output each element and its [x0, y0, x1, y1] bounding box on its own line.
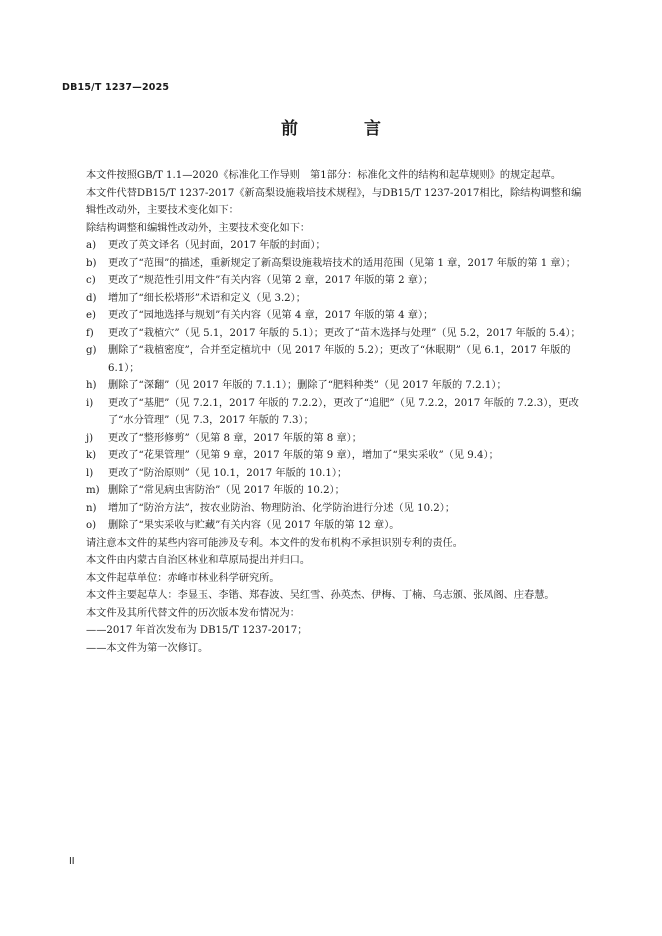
list-marker: m) — [86, 485, 100, 496]
list-text: 更改了“基肥”（见 7.2.1，2017 年版的 7.2.2），更改了“追肥”（见 7.2.2，2017 年版的 7.2.3），更改了“水分管理”（见 7.3，2017 年版的 7.3）； — [108, 397, 579, 426]
list-item — [86, 255, 586, 273]
list-marker: f) — [86, 327, 94, 339]
list-text: 更改了“防治原则”（见 10.1，2017 年版的 10.1）； — [108, 467, 348, 479]
page-number: II — [69, 856, 75, 867]
version-history-item: ——2017 年首次发布为 DB15/T 1237-2017； — [86, 625, 308, 636]
list-marker: b) — [86, 257, 97, 269]
list-item — [86, 447, 586, 465]
list-item — [86, 395, 586, 430]
list-text: 删除了“深翻”（见 2017 年版的 7.1.1）；删除了“肥料种类”（见 2017 年版的 7.2.1）； — [108, 380, 507, 391]
patent-notice: 请注意本文件的某些内容可能涉及专利。本文件的发布机构不承担识别专利的责任。 — [86, 537, 463, 549]
list-item — [86, 237, 586, 255]
list-text: 增加了“防治方法”，按农业防治、物理防治、化学防治进行分述（见 10.2）； — [108, 502, 456, 514]
list-marker: h) — [86, 380, 97, 391]
list-text: 更改了“范围”的描述，重新规定了新高梨设施栽培技术的适用范围（见第 1 章，2017 年版的第 1 章）； — [108, 257, 576, 269]
document-code: DB15/T 1237—2025 — [62, 82, 170, 93]
main-drafters: 本文件主要起草人：李显玉、李锴、郑春波、吴红雪、孙英杰、伊梅、丁楠、乌志颁、张凤阁、庄春慧。 — [86, 590, 555, 601]
list-text: 更改了“整形修剪”（见第 8 章，2017 年版的第 8 章）； — [108, 432, 362, 444]
list-marker: g) — [86, 345, 97, 356]
list-marker: d) — [86, 292, 97, 304]
foreword-body — [86, 167, 586, 657]
list-text: 更改了“花果管理”（见第 9 章，2017 年版的第 9 章），增加了“果实采收”（见 9.4）； — [108, 450, 499, 461]
intro-paragraph-2: 本文件代替DB15/T 1237-2017《新高梨设施栽培技术规程》，与DB15/T 1237-2017相比，除结构调整和编辑性改动外，主要技术变化如下： — [86, 187, 582, 216]
list-text: 更改了英文译名（见封面，2017 年版的封面）； — [108, 240, 326, 251]
list-item — [86, 517, 586, 535]
list-item — [86, 482, 586, 500]
list-marker: a) — [86, 240, 97, 251]
list-marker: c) — [86, 275, 96, 286]
drafting-unit: 本文件起草单位：赤峰市林业科学研究所。 — [86, 572, 280, 584]
proposer-statement: 本文件由内蒙古自治区林业和草原局提出并归口。 — [86, 555, 311, 566]
page-title: 前 言 — [281, 119, 411, 139]
list-marker: j) — [86, 432, 94, 444]
list-marker: e) — [86, 310, 97, 321]
list-marker: k) — [86, 450, 97, 461]
list-item — [86, 465, 586, 483]
changes-list — [86, 237, 586, 535]
list-item — [86, 377, 586, 395]
list-text: 删除了“果实采收与贮藏”有关内容（见 2017 年版的第 12 章）。 — [108, 520, 400, 531]
list-text: 增加了“细长松塔形”术语和定义（见 3.2）； — [108, 292, 306, 304]
list-item — [86, 430, 586, 448]
version-history-intro: 本文件及其所代替文件的历次版本发布情况为： — [86, 607, 300, 619]
list-text: 更改了“栽植穴”（见 5.1，2017 年版的 5.1）；更改了“苗木选择与处理”（见 5.2，2017 年版的 5.4）； — [108, 327, 581, 339]
intro-paragraph-1: 本文件按照GB/T 1.1—2020《标准化工作导则 第1部分：标准化文件的结构和起草规则》的规定起草。 — [86, 170, 562, 181]
list-item — [86, 500, 586, 518]
list-marker: l) — [86, 467, 94, 479]
list-item — [86, 307, 586, 325]
intro-paragraph-3: 除结构调整和编辑性改动外，主要技术变化如下： — [86, 222, 311, 234]
list-marker: o) — [86, 520, 97, 531]
list-item — [86, 272, 586, 290]
version-history-item: ——本文件为第一次修订。 — [86, 642, 209, 654]
list-item — [86, 342, 586, 377]
list-item — [86, 290, 586, 308]
list-text: 删除了“栽植密度”，合并至定植坑中（见 2017 年版的 5.2）；更改了“休眠期”（见 6.1，2017 年版的 6.1）； — [108, 345, 571, 374]
list-marker: n) — [86, 502, 97, 514]
list-marker: i) — [86, 397, 94, 409]
list-text: 更改了“规范性引用文件”有关内容（见第 2 章，2017 年版的第 2 章）； — [108, 275, 434, 286]
list-item — [86, 325, 586, 343]
list-text: 更改了“园地选择与规划”有关内容（见第 4 章，2017 年版的第 4 章）； — [108, 310, 434, 321]
list-text: 删除了“常见病虫害防治”（见 2017 年版的 10.2）； — [108, 485, 345, 496]
